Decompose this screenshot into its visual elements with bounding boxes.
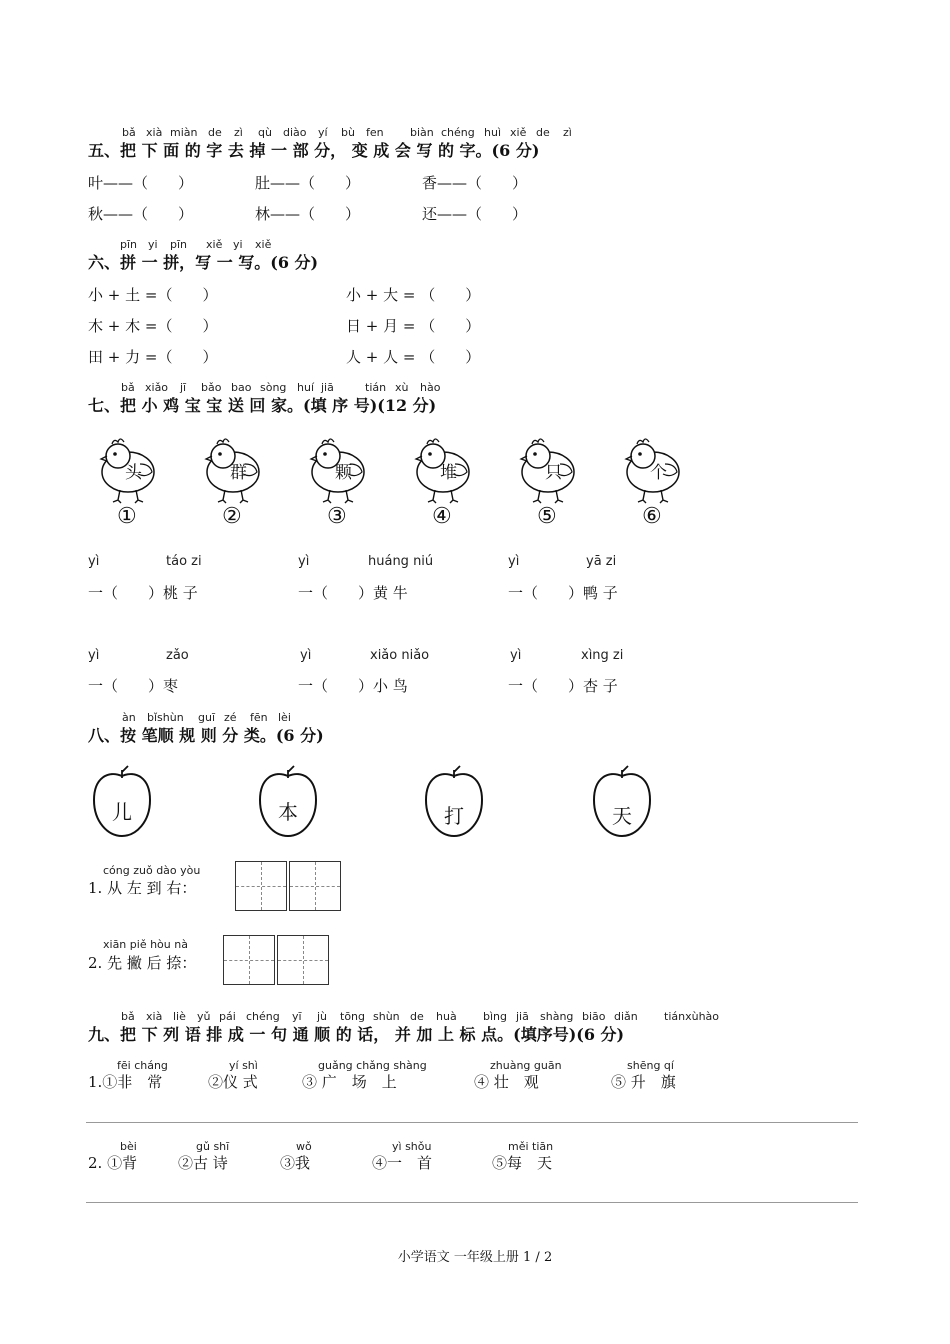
pinyin: zì <box>563 126 572 139</box>
writing-grid[interactable] <box>289 861 341 911</box>
word-item: ③我 <box>280 1154 311 1172</box>
pinyin: fēi cháng <box>117 1059 168 1072</box>
fill-item[interactable]: 叶——（ ） <box>88 174 194 192</box>
word-item: ④一 首 <box>372 1154 433 1172</box>
number-label: ⑤ <box>537 504 557 529</box>
pinyin: bù <box>341 126 355 139</box>
section-title: 五、把 下 面 的 字 去 掉 一 部 分， 变 成 会 写 的 字。(6 分) <box>88 141 540 160</box>
pinyin: bìng <box>483 1010 507 1023</box>
pinyin: yi <box>148 238 158 251</box>
pinyin: xìng zi <box>581 648 624 663</box>
pinyin: yí <box>318 126 328 139</box>
pinyin: shàng <box>540 1010 574 1023</box>
pinyin: xiān piě hòu nà <box>103 938 188 951</box>
pinyin: biàn <box>410 126 434 139</box>
pinyin: diǎn <box>614 1010 638 1023</box>
pinyin: gǔ shī <box>196 1140 230 1153</box>
pinyin: xiǎo <box>145 381 169 394</box>
page-footer: 小学语文 一年级上册 1 / 2 <box>397 1250 553 1265</box>
apple-char: 儿 <box>112 800 132 824</box>
fill-item[interactable]: 林——（ ） <box>255 205 361 223</box>
fill-item[interactable]: 一（ ）枣 <box>88 677 179 695</box>
pinyin: táo zi <box>166 554 202 569</box>
pinyin: sòng <box>260 381 287 394</box>
pinyin: yā zi <box>586 554 617 569</box>
fill-item[interactable]: 秋——（ ） <box>88 205 194 223</box>
pinyin: yì <box>298 554 310 569</box>
section-title: 六、拼 一 拼，写 一 写。(6 分) <box>88 253 319 272</box>
fill-item[interactable]: 还——（ ） <box>422 205 528 223</box>
apple-char: 天 <box>612 804 632 828</box>
pinyin: pīn <box>170 238 188 251</box>
pinyin: bèi <box>120 1140 137 1153</box>
writing-grid[interactable] <box>277 935 329 985</box>
pinyin: jiā <box>516 1010 529 1023</box>
pinyin: tōng <box>340 1010 365 1023</box>
writing-grid[interactable] <box>235 861 287 911</box>
pinyin: jù <box>317 1010 328 1023</box>
pinyin: de <box>410 1010 424 1023</box>
pinyin: chéng <box>441 126 475 139</box>
word-item: ⑤每 天 <box>492 1154 553 1172</box>
chick-label: 颗 <box>335 463 352 483</box>
fill-item[interactable]: 一（ ）桃 子 <box>88 584 198 602</box>
apple-row <box>80 764 680 844</box>
pinyin: yǔ <box>197 1010 211 1023</box>
pinyin: hào <box>420 381 441 394</box>
pinyin: tiánxùhào <box>664 1010 720 1023</box>
chick-label: 只 <box>545 463 562 483</box>
answer-line[interactable] <box>86 1202 858 1203</box>
pinyin: bǎ <box>121 1010 135 1023</box>
pinyin: xiě <box>206 238 223 251</box>
fill-item[interactable]: 一（ ）杏 子 <box>508 677 618 695</box>
pinyin: yì <box>508 554 520 569</box>
number-label: ① <box>117 504 137 529</box>
pinyin: fen <box>366 126 384 139</box>
pinyin: yì <box>300 648 312 663</box>
pinyin: biāo <box>582 1010 606 1023</box>
pinyin: yí shì <box>229 1059 258 1072</box>
pinyin: shēng qí <box>627 1059 674 1072</box>
pinyin: bao <box>231 381 252 394</box>
pinyin: xià <box>146 1010 163 1023</box>
pinyin: de <box>208 126 222 139</box>
pinyin: xiǎo niǎo <box>370 648 430 663</box>
pinyin: bǐshùn <box>147 711 184 724</box>
pinyin: lèi <box>278 711 291 724</box>
pinyin: guǎng chǎng shàng <box>318 1059 427 1072</box>
fill-item[interactable]: 小 + 土 =（ ） <box>88 286 218 304</box>
pinyin: chéng <box>246 1010 280 1023</box>
pinyin: yī <box>292 1010 302 1023</box>
word-item: ⑤ 升 旗 <box>611 1073 676 1091</box>
pinyin: miàn <box>170 126 198 139</box>
pinyin: huí <box>297 381 314 394</box>
fill-item[interactable]: 日 + 月 = （ ） <box>346 317 481 335</box>
word-item: 1.①非 常 <box>88 1073 163 1091</box>
pinyin: yi <box>233 238 243 251</box>
number-label: ③ <box>327 504 347 529</box>
fill-item[interactable]: 一（ ）黄 牛 <box>298 584 408 602</box>
pinyin: pái <box>219 1010 236 1023</box>
pinyin: zì <box>234 126 243 139</box>
pinyin: yì <box>88 648 100 663</box>
pinyin: xià <box>146 126 163 139</box>
pinyin: bǎ <box>121 381 135 394</box>
fill-item[interactable]: 木 + 木 =（ ） <box>88 317 218 335</box>
pinyin: xiě <box>255 238 272 251</box>
pinyin: zhuàng guān <box>490 1059 562 1072</box>
pinyin: yì shǒu <box>392 1140 432 1153</box>
pinyin: huà <box>436 1010 457 1023</box>
pinyin: qù <box>258 126 272 139</box>
section-title: 九、把 下 列 语 排 成 一 句 通 顺 的 话， 并 加 上 标 点。(填序号)(6 分) <box>88 1025 625 1044</box>
pinyin: jī <box>180 381 187 394</box>
pinyin: cóng zuǒ dào yòu <box>103 864 201 877</box>
apple-char: 本 <box>278 800 298 824</box>
pinyin: xù <box>395 381 409 394</box>
fill-item[interactable]: 人 + 人 = （ ） <box>346 348 481 366</box>
question-label: 2. 先 撇 后 捺： <box>88 954 197 972</box>
chick-label: 个 <box>650 463 667 483</box>
pinyin: huì <box>484 126 501 139</box>
fill-item[interactable]: 小 + 大 = （ ） <box>346 286 481 304</box>
pinyin: de <box>536 126 550 139</box>
word-item: ②古 诗 <box>178 1154 228 1172</box>
pinyin: yì <box>88 554 100 569</box>
word-item: ③ 广 场 上 <box>302 1073 397 1091</box>
pinyin: měi tiān <box>508 1140 554 1153</box>
pinyin: wǒ <box>296 1140 312 1153</box>
fill-item[interactable]: 香——（ ） <box>422 174 528 192</box>
pinyin: bǎ <box>122 126 136 139</box>
pinyin: tián <box>365 381 387 394</box>
fill-item[interactable]: 田 + 力 =（ ） <box>88 348 218 366</box>
pinyin: fēn <box>250 711 268 724</box>
fill-item[interactable]: 肚——（ ） <box>255 174 361 192</box>
chick-label: 堆 <box>440 463 457 483</box>
pinyin: diào <box>283 126 307 139</box>
fill-item[interactable]: 一（ ）鸭 子 <box>508 584 618 602</box>
number-label: ④ <box>432 504 452 529</box>
section-title: 八、按 笔顺 规 则 分 类。(6 分) <box>88 726 324 745</box>
pinyin: àn <box>122 711 136 724</box>
pinyin: yì <box>510 648 522 663</box>
section-title: 七、把 小 鸡 宝 宝 送 回 家。(填 序 号)(12 分) <box>88 396 437 415</box>
pinyin: shùn <box>373 1010 400 1023</box>
chick-label: 头 <box>125 463 142 483</box>
word-item: ④ 壮 观 <box>474 1073 539 1091</box>
word-item: 2. ①背 <box>88 1154 138 1172</box>
pinyin: huáng niú <box>368 554 434 569</box>
pinyin: xiě <box>510 126 527 139</box>
pinyin: liè <box>173 1010 186 1023</box>
answer-line[interactable] <box>86 1122 858 1123</box>
pinyin: bǎo <box>201 381 222 394</box>
pinyin: pīn <box>120 238 138 251</box>
chick-row <box>86 428 706 538</box>
chick-label: 群 <box>230 463 247 483</box>
number-label: ⑥ <box>642 504 662 529</box>
pinyin: zé <box>224 711 237 724</box>
number-label: ② <box>222 504 242 529</box>
pinyin: jiā <box>321 381 334 394</box>
writing-grid[interactable] <box>223 935 275 985</box>
apple-char: 打 <box>444 804 464 828</box>
word-item: ②仪 式 <box>208 1073 258 1091</box>
pinyin: zǎo <box>166 648 189 663</box>
question-label: 1. 从 左 到 右： <box>88 879 197 897</box>
fill-item[interactable]: 一（ ）小 鸟 <box>298 677 408 695</box>
pinyin: guī <box>198 711 216 724</box>
